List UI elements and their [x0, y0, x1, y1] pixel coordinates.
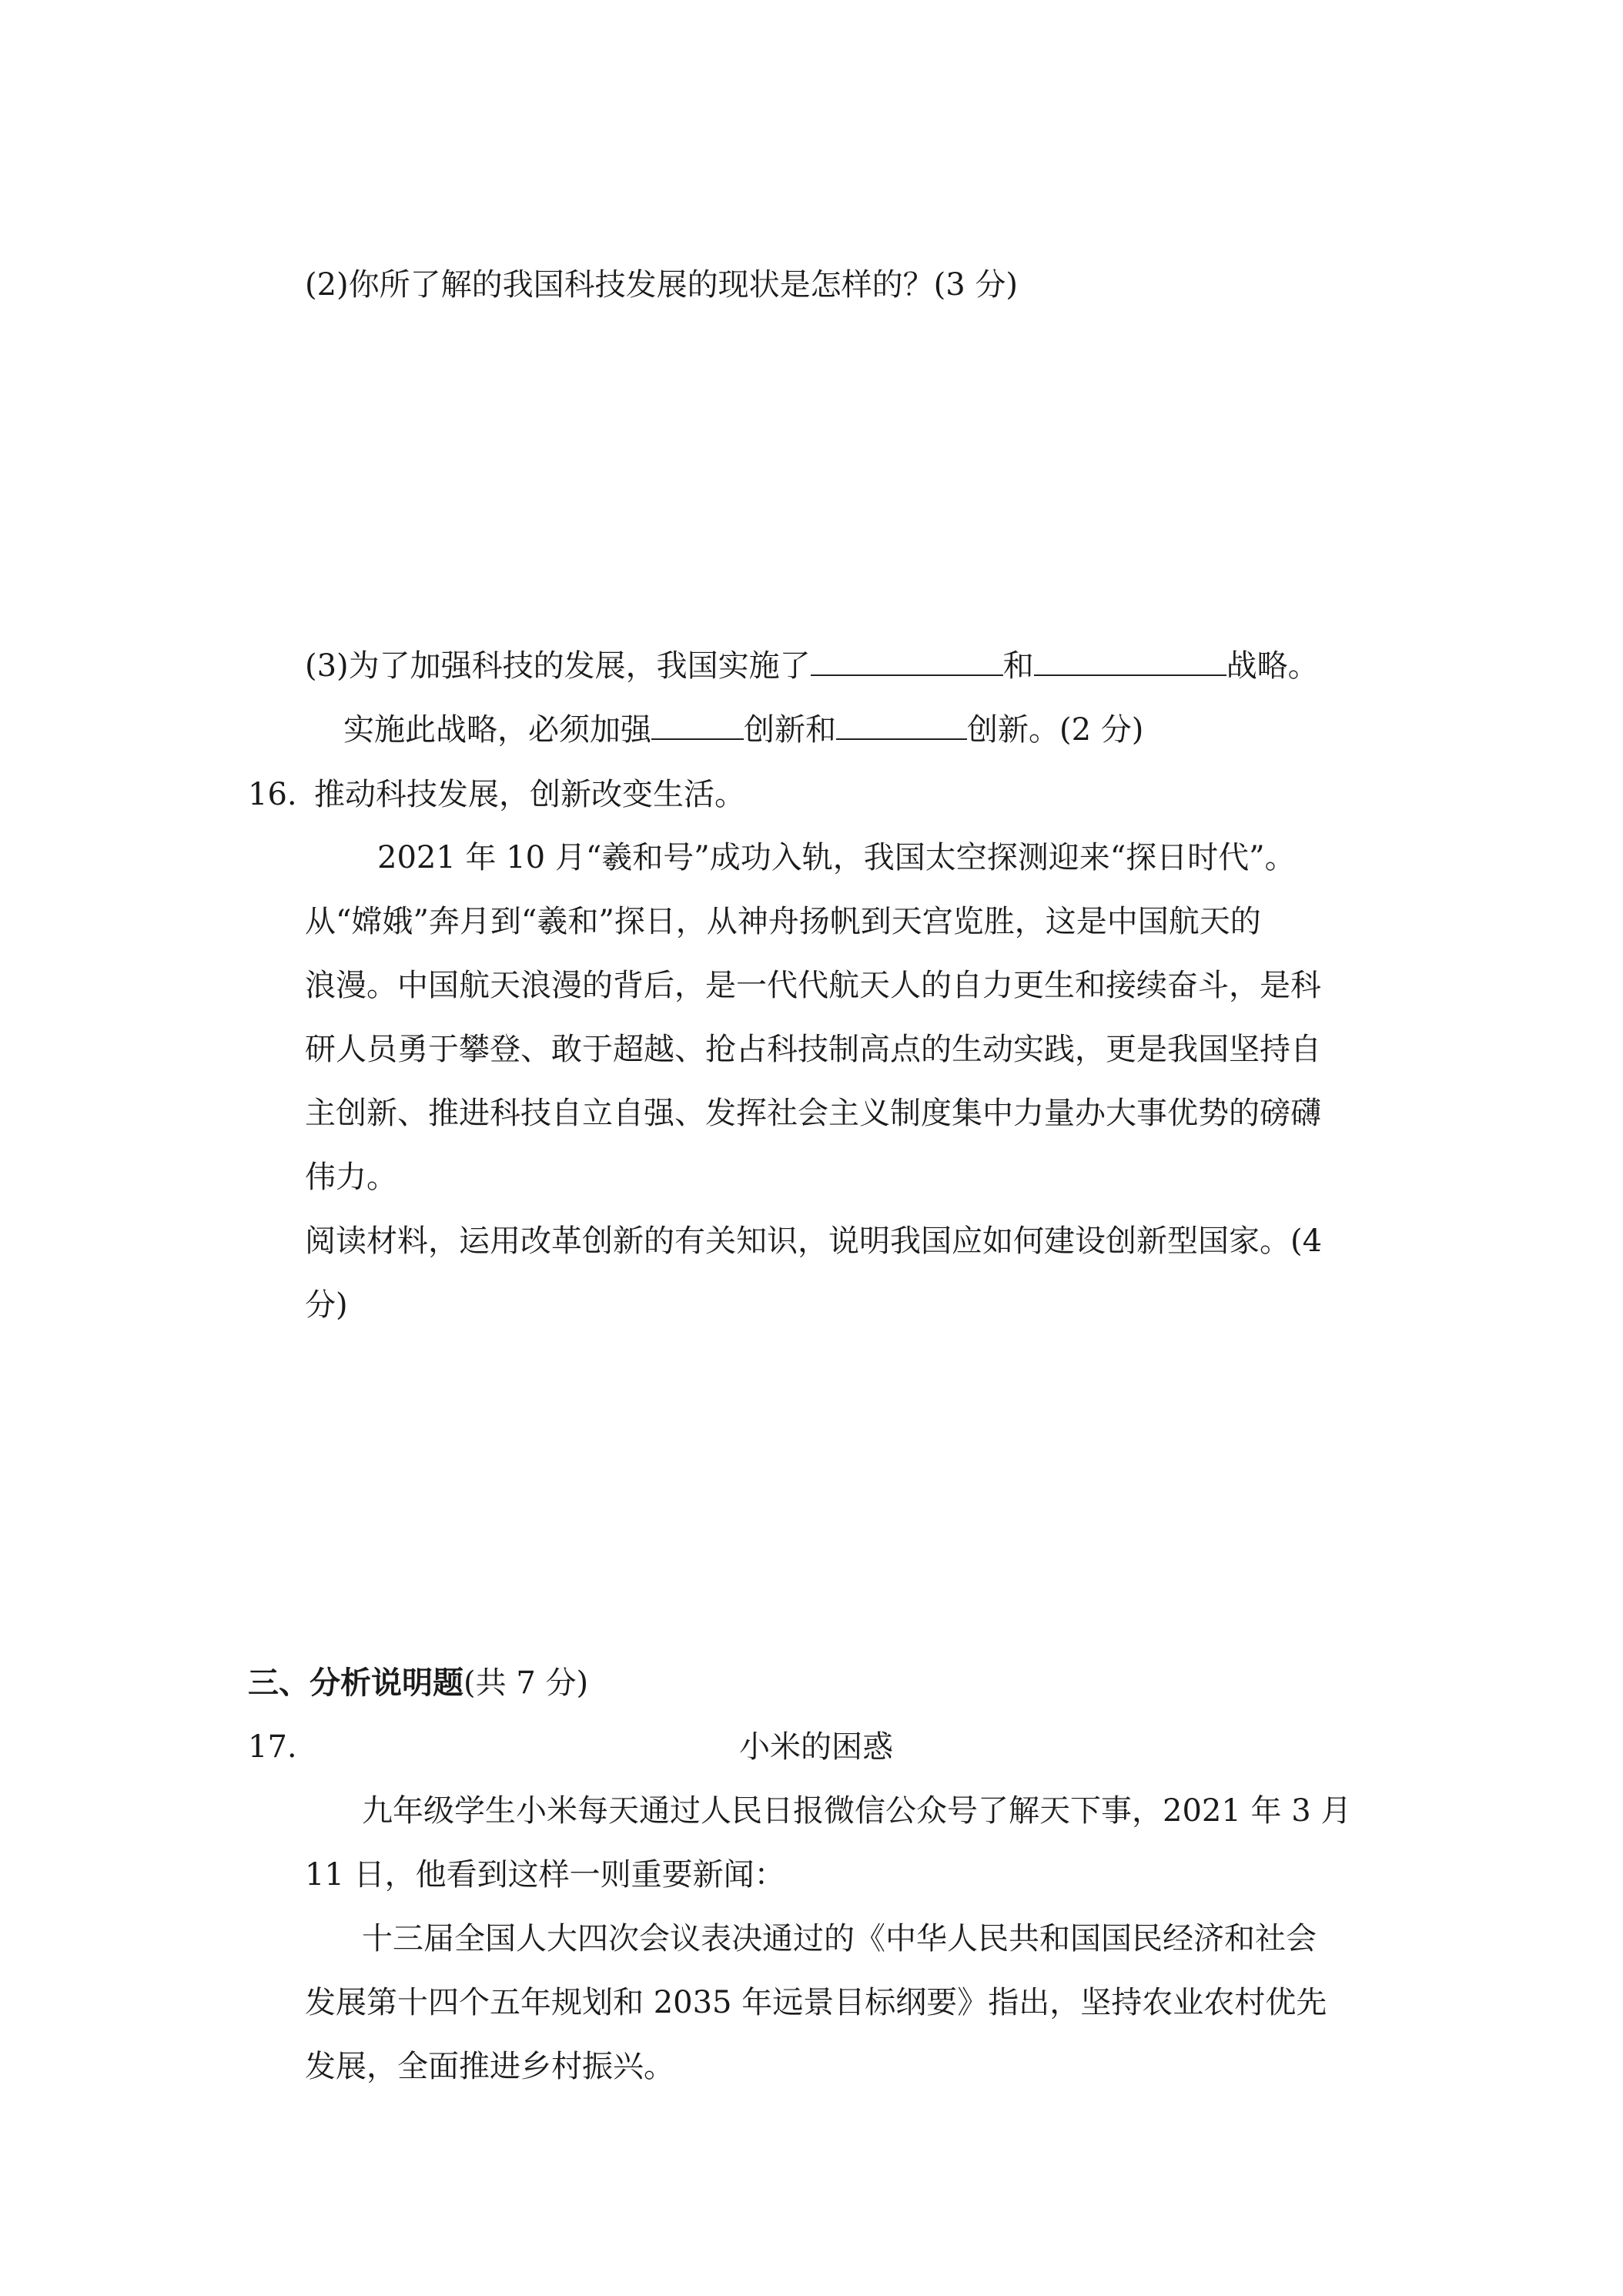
- q15-part3-mid: 和: [1002, 648, 1034, 684]
- section3-heading: [248, 1663, 588, 1703]
- q17-line-5: 发展，全面推进乡村振兴。: [305, 2049, 674, 2084]
- q16-material-line-5: 主创新、推进科技自立自强、发挥社会主义制度集中力量办大事优势的磅礴: [305, 1096, 1321, 1131]
- section3-heading-text: 三、分析说明题: [248, 1665, 463, 1701]
- q15-part3-line2-suffix: 创新。(2 分): [967, 712, 1144, 748]
- answer-blank-4[interactable]: [836, 709, 967, 740]
- section3-score: (共 7 分): [463, 1665, 589, 1701]
- q16-material-line-2: 从“嫦娥”奔月到“羲和”探日，从神舟扬帆到天宫览胜，这是中国航天的: [305, 904, 1261, 939]
- q17-title: 小米的困惑: [739, 1729, 893, 1765]
- answer-blank-2[interactable]: [1034, 645, 1226, 676]
- q15-part3-line2-mid: 创新和: [744, 712, 836, 748]
- q16-title: 推动科技发展，创新改变生活。: [314, 777, 745, 812]
- q15-part3-prefix: (3)为了加强科技的发展，我国实施了: [305, 648, 811, 684]
- q15-part3-line2-prefix: 实施此战略，必须加强: [343, 712, 651, 748]
- q15-part3-suffix: 战略。: [1226, 648, 1319, 684]
- answer-blank-3[interactable]: [651, 709, 744, 740]
- q17-number: 17.: [248, 1729, 297, 1765]
- q16-question-line-1: 阅读材料，运用改革创新的有关知识，说明我国应如何建设创新型国家。(4: [305, 1223, 1323, 1259]
- q17-line-3: 十三届全国人大四次会议表决通过的《中华人民共和国国民经济和社会: [362, 1921, 1317, 1956]
- answer-blank-1[interactable]: [811, 645, 1003, 676]
- q17-line-2: 11 日，他看到这样一则重要新闻：: [305, 1857, 785, 1893]
- q16-material-line-1: 2021 年 10 月“羲和号”成功入轨，我国太空探测迎来“探日时代”。: [377, 840, 1296, 875]
- q16-material-line-4: 研人员勇于攀登、敢于超越、抢占科技制高点的生动实践，更是我国坚持自: [305, 1032, 1321, 1067]
- q15-part2: (2)你所了解的我国科技发展的现状是怎样的？(3 分): [305, 267, 1019, 303]
- q16-question-line-2: 分): [305, 1287, 348, 1323]
- q17-line-4: 发展第十四个五年规划和 2035 年远景目标纲要》指出，坚持农业农村优先: [305, 1985, 1327, 2020]
- q15-part3-line2: [343, 709, 1143, 750]
- q16-material-line-3: 浪漫。中国航天浪漫的背后，是一代代航天人的自力更生和接续奋斗，是科: [305, 968, 1321, 1003]
- q16-number: 16.: [248, 777, 297, 812]
- q16-material-line-6: 伟力。: [305, 1160, 397, 1195]
- q15-part3-line1: [305, 645, 1319, 686]
- q17-line-1: 九年级学生小米每天通过人民日报微信公众号了解天下事，2021 年 3 月: [362, 1793, 1352, 1829]
